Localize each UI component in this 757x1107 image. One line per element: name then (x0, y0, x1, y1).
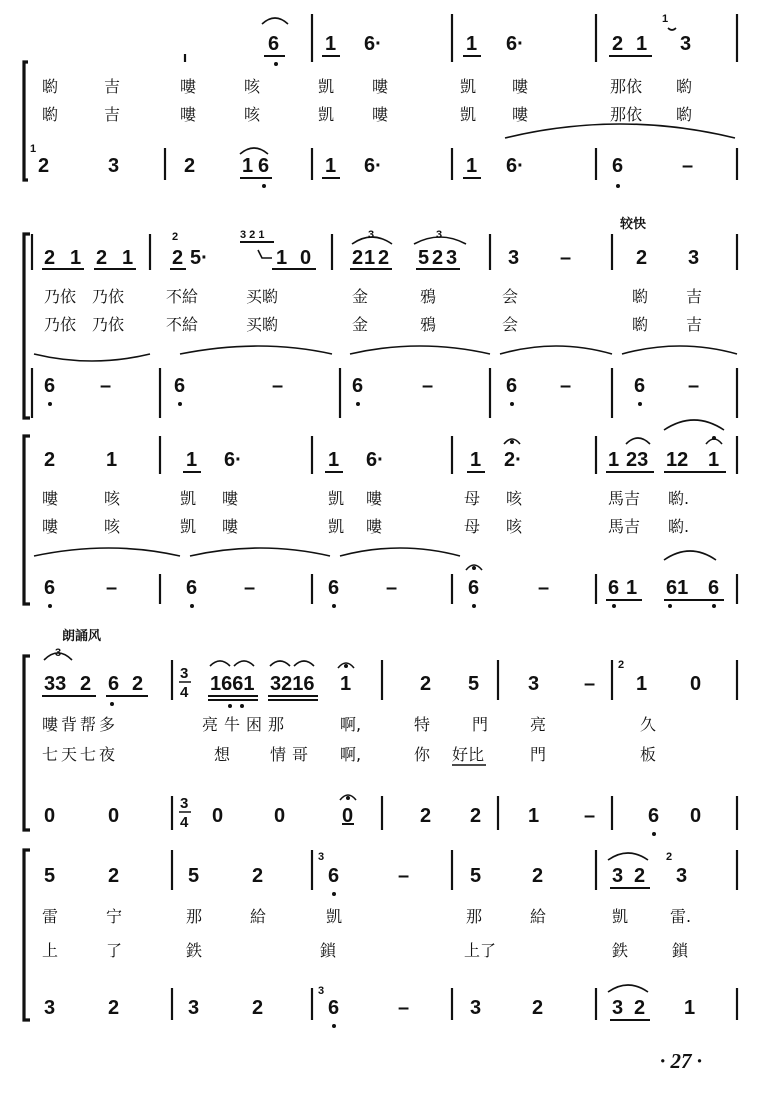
svg-text:2: 2 (108, 865, 120, 887)
svg-text:买喲: 买喲 (246, 287, 279, 306)
svg-text:啊,: 啊, (340, 745, 362, 764)
svg-text:3: 3 (436, 229, 443, 241)
bass-note: 1 (242, 155, 254, 177)
svg-text:鎖: 鎖 (672, 941, 689, 960)
svg-text:2: 2 (634, 865, 646, 887)
lyrics-verse-1 (42, 715, 656, 734)
svg-text:1: 1 (340, 673, 352, 695)
svg-text:0: 0 (342, 805, 354, 827)
svg-text:–: – (422, 375, 434, 397)
svg-text:嘍: 嘍 (42, 517, 59, 536)
melody-note: 6 (268, 33, 280, 55)
svg-text:久: 久 (640, 715, 657, 734)
svg-text:咳: 咳 (506, 517, 523, 536)
svg-text:乃依: 乃依 (92, 287, 125, 306)
svg-text:2: 2 (252, 997, 264, 1019)
svg-text:会: 会 (502, 315, 519, 334)
svg-text:0: 0 (108, 805, 120, 827)
svg-text:0: 0 (274, 805, 286, 827)
melody-note: 2 (612, 33, 624, 55)
svg-text:1: 1 (122, 247, 134, 269)
svg-text:6: 6 (328, 865, 340, 887)
bass-note: – (682, 155, 694, 177)
svg-text:凱: 凱 (326, 907, 343, 926)
svg-text:1: 1 (470, 449, 482, 471)
svg-text:門: 門 (530, 745, 547, 764)
svg-text:6: 6 (352, 375, 364, 397)
svg-text:5: 5 (470, 865, 482, 887)
melody-note: 3 (680, 33, 692, 55)
svg-text:4: 4 (180, 814, 189, 831)
svg-text:凱: 凱 (328, 517, 345, 536)
svg-text:咳: 咳 (104, 517, 121, 536)
svg-text:2: 2 (666, 851, 673, 863)
bass-note: 3 (108, 155, 120, 177)
svg-text:嘍: 嘍 (180, 77, 197, 96)
svg-text:咳: 咳 (506, 489, 523, 508)
svg-text:金: 金 (352, 287, 369, 306)
svg-text:吉: 吉 (686, 287, 703, 306)
svg-text:亮牛困那: 亮牛困那 (202, 715, 291, 734)
svg-text:2: 2 (252, 865, 264, 887)
bass-note: 6· (506, 155, 524, 177)
svg-text:0: 0 (44, 805, 56, 827)
svg-text:上了: 上了 (464, 941, 497, 960)
svg-text:1: 1 (364, 247, 376, 269)
svg-text:不給: 不給 (166, 287, 199, 306)
tempo-marking: 较快 (620, 217, 647, 232)
melody-note: 1 (325, 33, 337, 55)
lyrics-verse-2 (44, 315, 702, 334)
svg-text:–: – (272, 375, 284, 397)
svg-text:3: 3 (446, 247, 458, 269)
svg-text:2: 2 (172, 231, 179, 243)
svg-text:2: 2 (172, 247, 184, 269)
lyrics-verse-2 (42, 941, 689, 960)
svg-text:33: 33 (44, 673, 67, 695)
svg-text:6: 6 (108, 673, 120, 695)
svg-text:6: 6 (634, 375, 646, 397)
svg-text:3: 3 (612, 997, 624, 1019)
svg-text:3: 3 (180, 795, 189, 812)
svg-text:喲: 喲 (632, 287, 649, 306)
svg-text:3: 3 (368, 229, 375, 241)
svg-text:3: 3 (470, 997, 482, 1019)
svg-text:凱: 凱 (612, 907, 629, 926)
svg-text:会: 会 (502, 287, 519, 306)
svg-text:2: 2 (44, 449, 56, 471)
svg-text:6·: 6· (366, 449, 384, 471)
svg-text:1: 1 (186, 449, 198, 471)
svg-text:3: 3 (188, 997, 200, 1019)
svg-text:那: 那 (466, 907, 483, 926)
svg-text:鎖: 鎖 (320, 941, 337, 960)
svg-text:凱: 凱 (318, 105, 335, 124)
svg-text:2: 2 (108, 997, 120, 1019)
svg-text:乃依: 乃依 (44, 287, 77, 306)
svg-text:2: 2 (420, 673, 432, 695)
lyrics-verse-2 (42, 105, 692, 124)
svg-text:61: 61 (666, 577, 689, 599)
svg-text:2: 2 (470, 805, 482, 827)
svg-text:–: – (560, 247, 572, 269)
svg-text:想: 想 (214, 745, 231, 764)
svg-text:母: 母 (464, 517, 481, 536)
svg-text:5·: 5· (190, 247, 208, 269)
svg-text:了: 了 (106, 941, 123, 960)
svg-text:2: 2 (44, 247, 56, 269)
svg-text:6: 6 (44, 577, 56, 599)
bass-note: 2 (38, 155, 50, 177)
lyrics-verse-2 (42, 745, 656, 765)
svg-text:乃依: 乃依 (92, 315, 125, 334)
svg-text:凱: 凱 (460, 77, 477, 96)
svg-text:嘍: 嘍 (366, 517, 383, 536)
svg-text:雷: 雷 (42, 907, 59, 926)
svg-text:2: 2 (432, 247, 444, 269)
svg-text:2: 2 (532, 865, 544, 887)
svg-text:1: 1 (684, 997, 696, 1019)
svg-text:6: 6 (328, 577, 340, 599)
lyrics-verse-1 (42, 77, 692, 96)
svg-text:情哥: 情哥 (270, 745, 315, 764)
svg-text:嘍: 嘍 (222, 517, 239, 536)
svg-text:6: 6 (708, 577, 720, 599)
svg-text:2: 2 (80, 673, 92, 695)
svg-text:母: 母 (464, 489, 481, 508)
svg-text:凱: 凱 (180, 517, 197, 536)
svg-text:鴉: 鴉 (420, 315, 437, 334)
svg-text:–: – (398, 865, 410, 887)
bass-note: 1 (325, 155, 337, 177)
svg-text:你: 你 (414, 745, 431, 764)
svg-text:5: 5 (188, 865, 200, 887)
system-3 (24, 420, 737, 608)
lyrics-verse-1 (44, 287, 702, 306)
svg-text:6·: 6· (224, 449, 242, 471)
svg-text:0: 0 (690, 805, 702, 827)
bass-note: 2 (184, 155, 196, 177)
svg-text:6: 6 (648, 805, 660, 827)
svg-text:1: 1 (328, 449, 340, 471)
svg-text:6: 6 (44, 375, 56, 397)
svg-text:6: 6 (608, 577, 620, 599)
svg-text:吉: 吉 (104, 105, 121, 124)
melody-note: 6· (506, 33, 524, 55)
svg-text:3: 3 (318, 851, 325, 863)
svg-text:宁: 宁 (106, 907, 123, 926)
expression-marking: 朗誦风 (62, 629, 102, 644)
bass-note: 6 (612, 155, 624, 177)
svg-text:4: 4 (180, 684, 189, 701)
svg-text:馬吉: 馬吉 (608, 489, 641, 508)
svg-text:2: 2 (352, 247, 364, 269)
svg-text:金: 金 (352, 315, 369, 334)
svg-text:咳: 咳 (244, 105, 261, 124)
svg-text:鉄: 鉄 (612, 941, 629, 960)
svg-text:咳: 咳 (104, 489, 121, 508)
svg-text:喲: 喲 (676, 77, 693, 96)
svg-text:1: 1 (528, 805, 540, 827)
svg-text:2: 2 (636, 247, 648, 269)
melody-note: 1 (636, 33, 648, 55)
svg-text:喲: 喲 (42, 105, 59, 124)
page-number: · 27 · (660, 1049, 702, 1073)
svg-text:6: 6 (468, 577, 480, 599)
bass-note: 1 (466, 155, 478, 177)
svg-text:–: – (398, 997, 410, 1019)
svg-text:2·: 2· (504, 449, 522, 471)
svg-text:喲: 喲 (42, 77, 59, 96)
svg-text:2: 2 (132, 673, 144, 695)
svg-text:1: 1 (106, 449, 118, 471)
svg-text:5: 5 (418, 247, 430, 269)
svg-text:3216: 3216 (270, 673, 315, 695)
svg-text:給: 給 (250, 907, 267, 926)
svg-text:1: 1 (608, 449, 620, 471)
svg-text:凱: 凱 (318, 77, 335, 96)
svg-text:6: 6 (506, 375, 518, 397)
bass-note: 6 (258, 155, 270, 177)
svg-text:雷.: 雷. (670, 907, 692, 926)
svg-text:上: 上 (42, 941, 59, 960)
svg-text:1: 1 (70, 247, 82, 269)
svg-text:–: – (584, 673, 596, 695)
svg-text:12: 12 (666, 449, 689, 471)
lyrics-verse-2 (42, 517, 689, 536)
grace-note: 1 (662, 13, 669, 25)
svg-text:1: 1 (30, 143, 37, 155)
svg-text:6: 6 (328, 997, 340, 1019)
svg-text:凱: 凱 (328, 489, 345, 508)
svg-text:3: 3 (44, 997, 56, 1019)
svg-text:吉: 吉 (104, 77, 121, 96)
svg-text:–: – (560, 375, 572, 397)
system-5 (24, 850, 737, 1028)
svg-text:6: 6 (186, 577, 198, 599)
svg-text:3: 3 (318, 985, 325, 997)
svg-text:鉄: 鉄 (186, 941, 203, 960)
svg-text:咳: 咳 (244, 77, 261, 96)
svg-text:1661: 1661 (210, 673, 255, 695)
svg-text:2: 2 (96, 247, 108, 269)
svg-text:嘍背帮多: 嘍背帮多 (42, 715, 119, 734)
svg-text:嘍: 嘍 (42, 489, 59, 508)
lyrics-verse-1 (42, 489, 689, 508)
bass-note: 6· (364, 155, 382, 177)
svg-text:3: 3 (508, 247, 520, 269)
svg-text:給: 給 (530, 907, 547, 926)
svg-text:嘍: 嘍 (512, 105, 529, 124)
svg-text:嘍: 嘍 (372, 77, 389, 96)
svg-text:喲: 喲 (676, 105, 693, 124)
svg-text:5: 5 (468, 673, 480, 695)
svg-text:2: 2 (420, 805, 432, 827)
svg-text:1: 1 (626, 577, 638, 599)
svg-text:嘍: 嘍 (366, 489, 383, 508)
svg-text:0: 0 (300, 247, 312, 269)
svg-text:买喲: 买喲 (246, 315, 279, 334)
svg-text:吉: 吉 (686, 315, 703, 334)
svg-text:嘍: 嘍 (512, 77, 529, 96)
melody-note: 6· (364, 33, 382, 55)
svg-text:–: – (386, 577, 398, 599)
svg-text:喲.: 喲. (668, 489, 690, 508)
melody-note: 1 (466, 33, 478, 55)
svg-text:2: 2 (378, 247, 390, 269)
svg-text:鴉: 鴉 (420, 287, 437, 306)
svg-text:喲.: 喲. (668, 517, 690, 536)
svg-text:凱: 凱 (460, 105, 477, 124)
svg-text:2: 2 (532, 997, 544, 1019)
svg-text:–: – (538, 577, 550, 599)
svg-text:3: 3 (688, 247, 700, 269)
svg-text:馬吉: 馬吉 (608, 517, 641, 536)
svg-text:–: – (244, 577, 256, 599)
svg-text:2: 2 (634, 997, 646, 1019)
svg-text:嘍: 嘍 (372, 105, 389, 124)
svg-text:門: 門 (472, 715, 489, 734)
svg-text:喲: 喲 (632, 315, 649, 334)
svg-text:–: – (584, 805, 596, 827)
svg-text:那依: 那依 (610, 105, 643, 124)
svg-text:那: 那 (186, 907, 203, 926)
svg-text:5: 5 (44, 865, 56, 887)
svg-text:0: 0 (690, 673, 702, 695)
svg-text:3: 3 (528, 673, 540, 695)
time-signature: 3 (180, 665, 189, 682)
svg-text:3: 3 (55, 647, 62, 659)
grace-notes: 3 2 1 (240, 229, 265, 241)
svg-text:–: – (106, 577, 118, 599)
svg-text:凱: 凱 (180, 489, 197, 508)
svg-text:3: 3 (676, 865, 688, 887)
lyrics-verse-1 (42, 907, 691, 926)
svg-text:1: 1 (636, 673, 648, 695)
svg-text:乃依: 乃依 (44, 315, 77, 334)
svg-text:–: – (688, 375, 700, 397)
svg-text:特: 特 (414, 715, 431, 734)
svg-text:1: 1 (708, 449, 720, 471)
svg-text:嘍: 嘍 (222, 489, 239, 508)
system-1 (24, 13, 737, 188)
svg-text:–: – (100, 375, 112, 397)
svg-text:23: 23 (626, 449, 649, 471)
system-2 (24, 216, 737, 418)
svg-text:那依: 那依 (610, 77, 643, 96)
svg-text:好比: 好比 (452, 745, 485, 764)
svg-text:不給: 不給 (166, 315, 199, 334)
svg-text:6: 6 (174, 375, 186, 397)
svg-text:0: 0 (212, 805, 224, 827)
svg-text:啊,: 啊, (340, 715, 362, 734)
svg-text:板: 板 (640, 745, 657, 764)
svg-text:3: 3 (612, 865, 624, 887)
svg-text:2: 2 (618, 659, 625, 671)
system-4 (24, 628, 737, 836)
svg-text:1: 1 (276, 247, 288, 269)
svg-text:嘍: 嘍 (180, 105, 197, 124)
svg-text:亮: 亮 (530, 715, 547, 734)
svg-text:七天七夜: 七天七夜 (42, 745, 119, 764)
